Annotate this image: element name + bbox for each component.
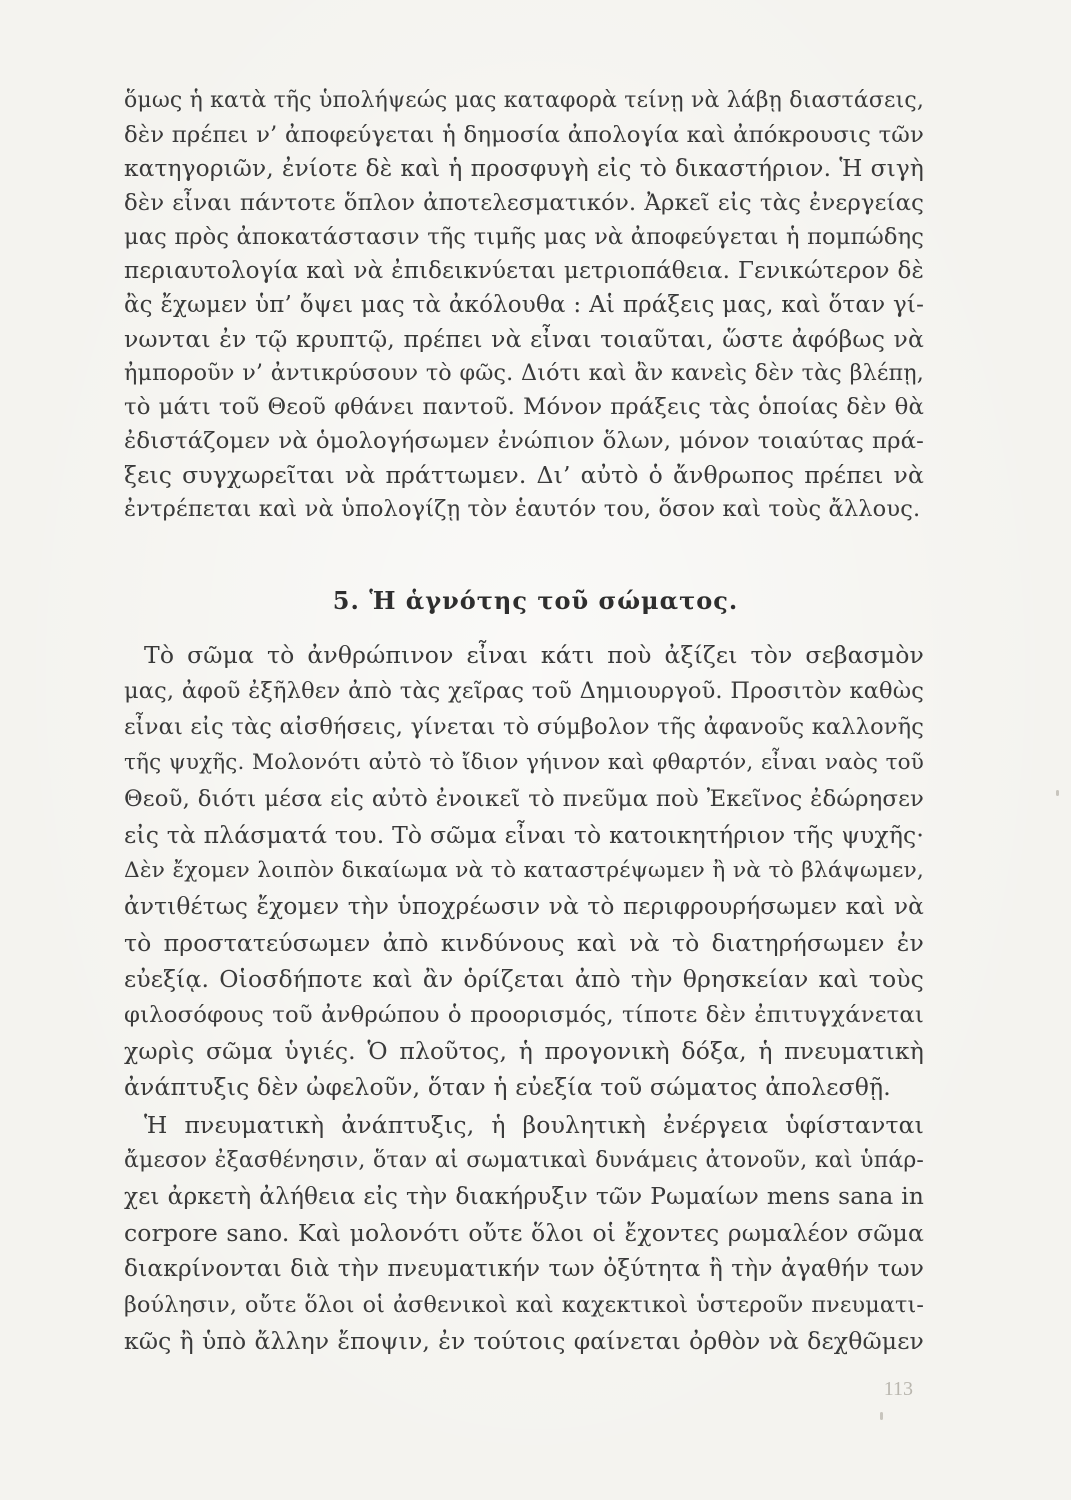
text-line: ἐδιστάζομεν νὰ ὁμολογήσωμεν ἐνώπιον ὅλων, μόνον τοιαύτας πρά- <box>124 428 924 454</box>
text-line: δὲν πρέπει ν’ ἀποφεύγεται ἡ δημοσία ἀπολογία καὶ ἀπόκρουσις τῶν <box>124 122 924 148</box>
paper-speck <box>1056 790 1059 796</box>
text-line: τὸ μάτι τοῦ Θεοῦ φθάνει παντοῦ. Μόνον πράξεις τὰς ὁποίας δὲν θὰ <box>124 394 924 420</box>
text-line: μας πρὸς ἀποκατάστασιν τῆς τιμῆς μας νὰ ἀποφεύγεται ἡ πομπώδης <box>124 224 924 250</box>
text-line: χει ἀρκετὴ ἀλήθεια εἰς τὴν διακήρυξιν τῶν Ρωμαίων mens sana in <box>124 1183 924 1210</box>
text-line: μας, ἀφοῦ ἐξῆλθεν ἀπὸ τὰς χεῖρας τοῦ Δημιουργοῦ. Προσιτὸν καθὼς <box>124 678 924 704</box>
text-line: ἐντρέπεται καὶ νὰ ὑπολογίζῃ τὸν ἑαυτόν του, ὅσον καὶ τοὺς ἄλλους. <box>124 496 921 522</box>
text-line: χωρὶς σῶμα ὑγιές. Ὁ πλοῦτος, ἡ προγονικὴ δόξα, ἡ πνευματικὴ <box>124 1037 924 1065</box>
text-line: ἠμποροῦν ν’ ἀντικρύσουν τὸ φῶς. Διότι καὶ ἂν κανεὶς δὲν τὰς βλέπῃ, <box>124 360 924 386</box>
text-line: βούλησιν, οὔτε ὅλοι οἱ ἀσθενικοὶ καὶ καχεκτικοὶ ὑστεροῦν πνευματι- <box>124 1292 924 1318</box>
text-line: Ἡ πνευματικὴ ἀνάπτυξις, ἡ βουλητικὴ ἐνέργεια ὑφίστανται <box>144 1111 924 1139</box>
paper-speck <box>880 1412 883 1420</box>
text-line: corpore sano. Καὶ μολονότι οὔτε ὅλοι οἱ ἔχοντες ρωμαλέον σῶμα <box>124 1219 924 1247</box>
text-line: κῶς ἢ ὑπὸ ἄλλην ἔποψιν, ἐν τούτοις φαίνεται ὀρθὸν νὰ δεχθῶμεν <box>124 1327 924 1355</box>
text-line: εἶναι εἰς τὰς αἰσθήσεις, γίνεται τὸ σύμβολον τῆς ἀφανοῦς καλλονῆς <box>124 714 924 740</box>
text-line: ἂς ἔχωμεν ὑπ’ ὄψει μας τὰ ἀκόλουθα : Αἱ πράξεις μας, καὶ ὅταν γί- <box>124 292 924 318</box>
section-heading: 5. Ἡ ἁγνότης τοῦ σώματος. <box>332 586 739 615</box>
text-line: ἄμεσον ἐξασθένησιν, ὅταν αἱ σωματικαὶ δυνάμεις ἀτονοῦν, καὶ ὑπάρ- <box>124 1148 924 1173</box>
text-line: Τὸ σῶμα τὸ ἀνθρώπινον εἶναι κάτι ποὺ ἀξίζει τὸν σεβασμὸν <box>144 641 924 669</box>
text-line: περιαυτολογία καὶ νὰ ἐπιδεικνύεται μετριοπάθεια. Γενικώτερον δὲ <box>124 258 924 284</box>
text-line: εὐεξίᾳ. Οἱοσδήποτε καὶ ἂν ὁρίζεται ἀπὸ τὴν θρησκείαν καὶ τοὺς <box>124 965 924 993</box>
text-line: κατηγοριῶν, ἐνίοτε δὲ καὶ ἡ προσφυγὴ εἰς τὸ δικαστήριον. Ἡ σιγὴ <box>124 155 924 182</box>
text-line: ἀντιθέτως ἔχομεν τὴν ὑποχρέωσιν νὰ τὸ περιφρουρήσωμεν καὶ νὰ <box>124 893 924 920</box>
text-line: δὲν εἶναι πάντοτε ὅπλον ἀποτελεσματικόν. Ἀρκεῖ εἰς τὰς ἐνεργείας <box>124 190 924 216</box>
text-line: ἀνάπτυξις δὲν ὠφελοῦν, ὅταν ἡ εὐεξία τοῦ σώματος ἀπολεσθῇ. <box>124 1073 891 1101</box>
text-line: διακρίνονται διὰ τὴν πνευματικήν των ὀξύτητα ἢ τὴν ἀγαθήν των <box>124 1255 924 1282</box>
text-line: Δὲν ἔχομεν λοιπὸν δικαίωμα νὰ τὸ καταστρέψωμεν ἢ νὰ τὸ βλάψωμεν, <box>124 858 924 883</box>
text-line: Θεοῦ, διότι μέσα εἰς αὐτὸ ἐνοικεῖ τὸ πνεῦμα ποὺ Ἐκεῖνος ἐδώρησεν <box>124 786 924 812</box>
text-line: ξεις συγχωρεῖται νὰ πράττωμεν. Δι’ αὐτὸ ὁ ἄνθρωπος πρέπει νὰ <box>124 461 924 489</box>
text-line: νωνται ἐν τῷ κρυπτῷ, πρέπει νὰ εἶναι τοιαῦται, ὥστε ἀφόβως νὰ <box>124 325 924 353</box>
text-line: εἰς τὰ πλάσματά του. Τὸ σῶμα εἶναι τὸ κατοικητήριον τῆς ψυχῆς· <box>124 821 924 849</box>
text-line: τὸ προστατεύσωμεν ἀπὸ κινδύνους καὶ νὰ τὸ διατηρήσωμεν ἐν <box>124 929 924 957</box>
text-line: φιλοσόφους τοῦ ἀνθρώπου ὁ προορισμός, τίποτε δὲν ἐπιτυγχάνεται <box>124 1002 924 1028</box>
text-line: ὅμως ἡ κατὰ τῆς ὑπολήψεώς μας καταφορὰ τείνῃ νὰ λάβῃ διαστάσεις, <box>124 88 924 113</box>
page-number: 113 <box>883 1378 913 1400</box>
text-line: τῆς ψυχῆς. Μολονότι αὐτὸ τὸ ἴδιον γήινον καὶ φθαρτόν, εἶναι ναὸς τοῦ <box>124 750 924 775</box>
